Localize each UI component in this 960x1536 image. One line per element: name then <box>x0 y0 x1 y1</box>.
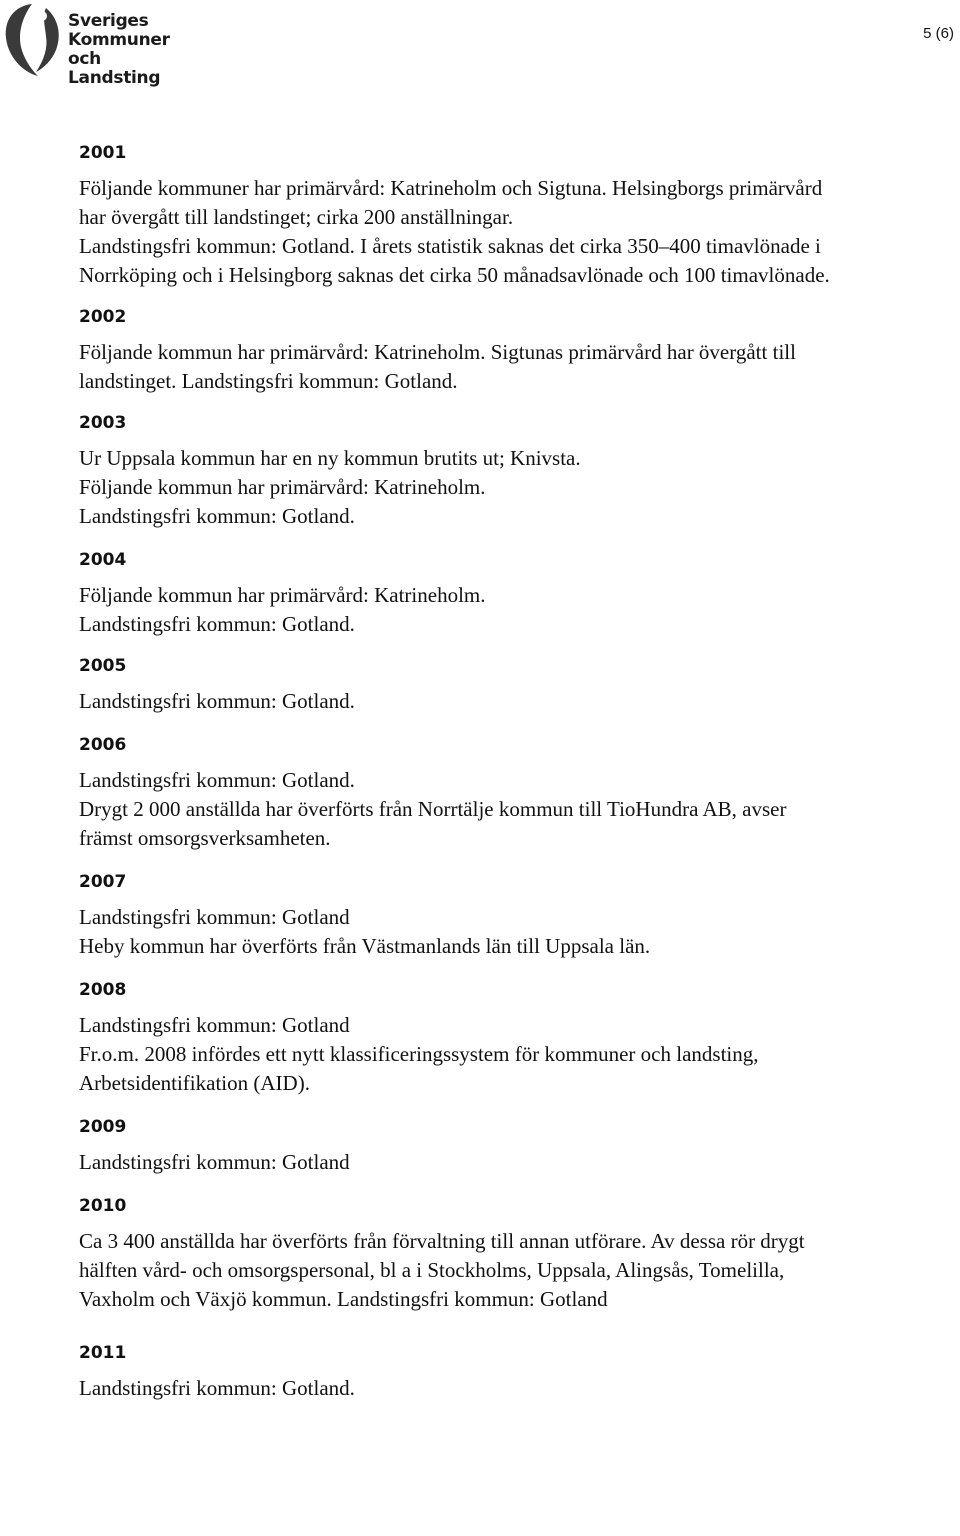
document-body <box>79 140 939 1403</box>
text-line: Norrköping och i Helsingborg saknas det cirka 50 månadsavlönade och 100 timavlönade. <box>79 263 830 287</box>
year-section-2007 <box>79 869 939 961</box>
text-line: Landstingsfri kommun: Gotland. <box>79 1376 355 1400</box>
year-heading: 2001 <box>79 143 127 163</box>
text-line: Följande kommuner har primärvård: Katrineholm och Sigtuna. Helsingborgs primärvård <box>79 176 823 200</box>
text-line: Ur Uppsala kommun har en ny kommun brutits ut; Knivsta. <box>79 446 581 470</box>
year-section-2009 <box>79 1114 939 1177</box>
year-heading: 2006 <box>79 735 127 755</box>
year-heading: 2002 <box>79 307 127 327</box>
text-line: har övergått till landstinget; cirka 200 anställningar. <box>79 205 514 229</box>
text-line: Vaxholm och Växjö kommun. Landstingsfri kommun: Gotland <box>79 1287 608 1311</box>
text-line: hälften vård- och omsorgspersonal, bl a i Stockholms, Uppsala, Alingsås, Tomelilla, <box>79 1258 785 1282</box>
year-section-2002 <box>79 304 939 396</box>
text-line: Landstingsfri kommun: Gotland. <box>79 689 355 713</box>
text-line: Fr.o.m. 2008 infördes ett nytt klassificeringssystem för kommuner och landsting, <box>79 1042 759 1066</box>
text-line: Landstingsfri kommun: Gotland. <box>79 768 355 792</box>
organization-logo <box>2 2 192 88</box>
year-heading: 2003 <box>79 413 127 433</box>
year-heading: 2011 <box>79 1343 127 1363</box>
text-line: Landstingsfri kommun: Gotland. I årets statistik saknas det cirka 350–400 timavlönade i <box>79 234 821 258</box>
year-section-2006 <box>79 732 939 853</box>
logo-line-2: Kommuner <box>68 30 170 50</box>
year-section-2008 <box>79 977 939 1098</box>
text-line: Följande kommun har primärvård: Katrineholm. <box>79 583 486 607</box>
text-line: landstinget. Landstingsfri kommun: Gotland. <box>79 369 458 393</box>
text-line: främst omsorgsverksamheten. <box>79 826 331 850</box>
text-line: Drygt 2 000 anställda har överförts från Norrtälje kommun till TioHundra AB, avser <box>79 797 787 821</box>
year-section-2003 <box>79 410 939 531</box>
year-section-2010 <box>79 1193 939 1314</box>
text-line: Landstingsfri kommun: Gotland <box>79 1150 350 1174</box>
text-line: Följande kommun har primärvård: Katrineholm. <box>79 475 486 499</box>
text-line: Landstingsfri kommun: Gotland. <box>79 612 355 636</box>
logo-wordmark <box>68 12 192 88</box>
text-line: Arbetsidentifikation (AID). <box>79 1071 310 1095</box>
text-line: Ca 3 400 anställda har överförts från förvaltning till annan utförare. Av dessa rör drygt <box>79 1229 805 1253</box>
year-section-2011 <box>79 1340 939 1403</box>
logo-emblem-icon <box>2 2 66 78</box>
year-section-2004 <box>79 547 939 639</box>
year-heading: 2008 <box>79 980 127 1000</box>
year-heading: 2010 <box>79 1196 127 1216</box>
year-heading: 2009 <box>79 1117 127 1137</box>
text-line: Landstingsfri kommun: Gotland. <box>79 504 355 528</box>
text-line: Landstingsfri kommun: Gotland <box>79 905 350 929</box>
logo-line-3: och Landsting <box>68 49 161 88</box>
text-line: Följande kommun har primärvård: Katrineholm. Sigtunas primärvård har övergått till <box>79 340 796 364</box>
year-section-2001 <box>79 140 939 290</box>
year-heading: 2005 <box>79 656 127 676</box>
text-line: Landstingsfri kommun: Gotland <box>79 1013 350 1037</box>
year-heading: 2007 <box>79 872 127 892</box>
year-section-2005 <box>79 653 939 716</box>
year-heading: 2004 <box>79 550 127 570</box>
page-number: 5 (6) <box>923 25 954 42</box>
text-line: Heby kommun har överförts från Västmanlands län till Uppsala län. <box>79 934 651 958</box>
page-header <box>0 0 960 90</box>
logo-line-1: Sveriges <box>68 11 149 31</box>
